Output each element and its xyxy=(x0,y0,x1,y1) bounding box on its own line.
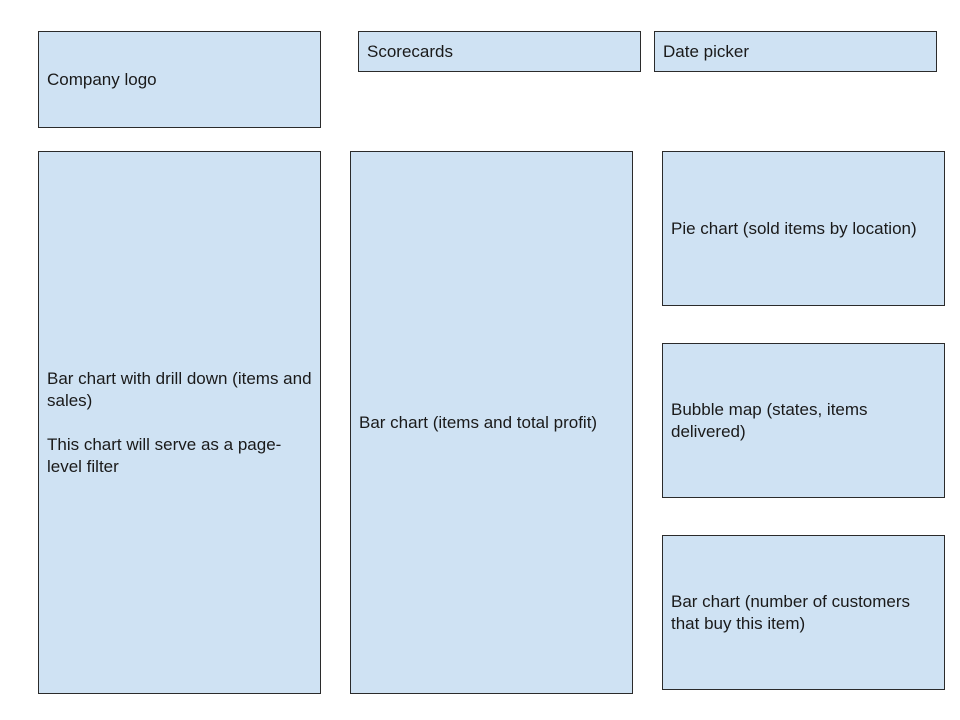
bar-chart-profit-placeholder xyxy=(350,151,633,694)
pie-chart-placeholder xyxy=(662,151,945,306)
bar-chart-customers-label: Bar chart (number of customers that buy this item) xyxy=(671,591,911,633)
bar-chart-drill-down-note: This chart will serve as a page-level filter xyxy=(47,434,282,476)
pie-chart-label: Pie chart (sold items by location) xyxy=(671,218,917,238)
bar-chart-drill-down-title: Bar chart with drill down (items and sales) xyxy=(47,368,312,410)
bubble-map-label: Bubble map (states, items delivered) xyxy=(671,399,868,441)
scorecards-placeholder xyxy=(358,31,641,72)
date-picker-placeholder xyxy=(654,31,937,72)
bar-chart-profit-label: Bar chart (items and total profit) xyxy=(359,412,598,432)
company-logo-label: Company logo xyxy=(47,69,157,89)
scorecards-label: Scorecards xyxy=(367,41,453,61)
bar-chart-drill-down-text xyxy=(47,368,312,478)
bubble-map-placeholder xyxy=(662,343,945,498)
company-logo-placeholder xyxy=(38,31,321,128)
bar-chart-customers-placeholder xyxy=(662,535,945,690)
bar-chart-drill-down-placeholder xyxy=(38,151,321,694)
date-picker-label: Date picker xyxy=(663,41,749,61)
